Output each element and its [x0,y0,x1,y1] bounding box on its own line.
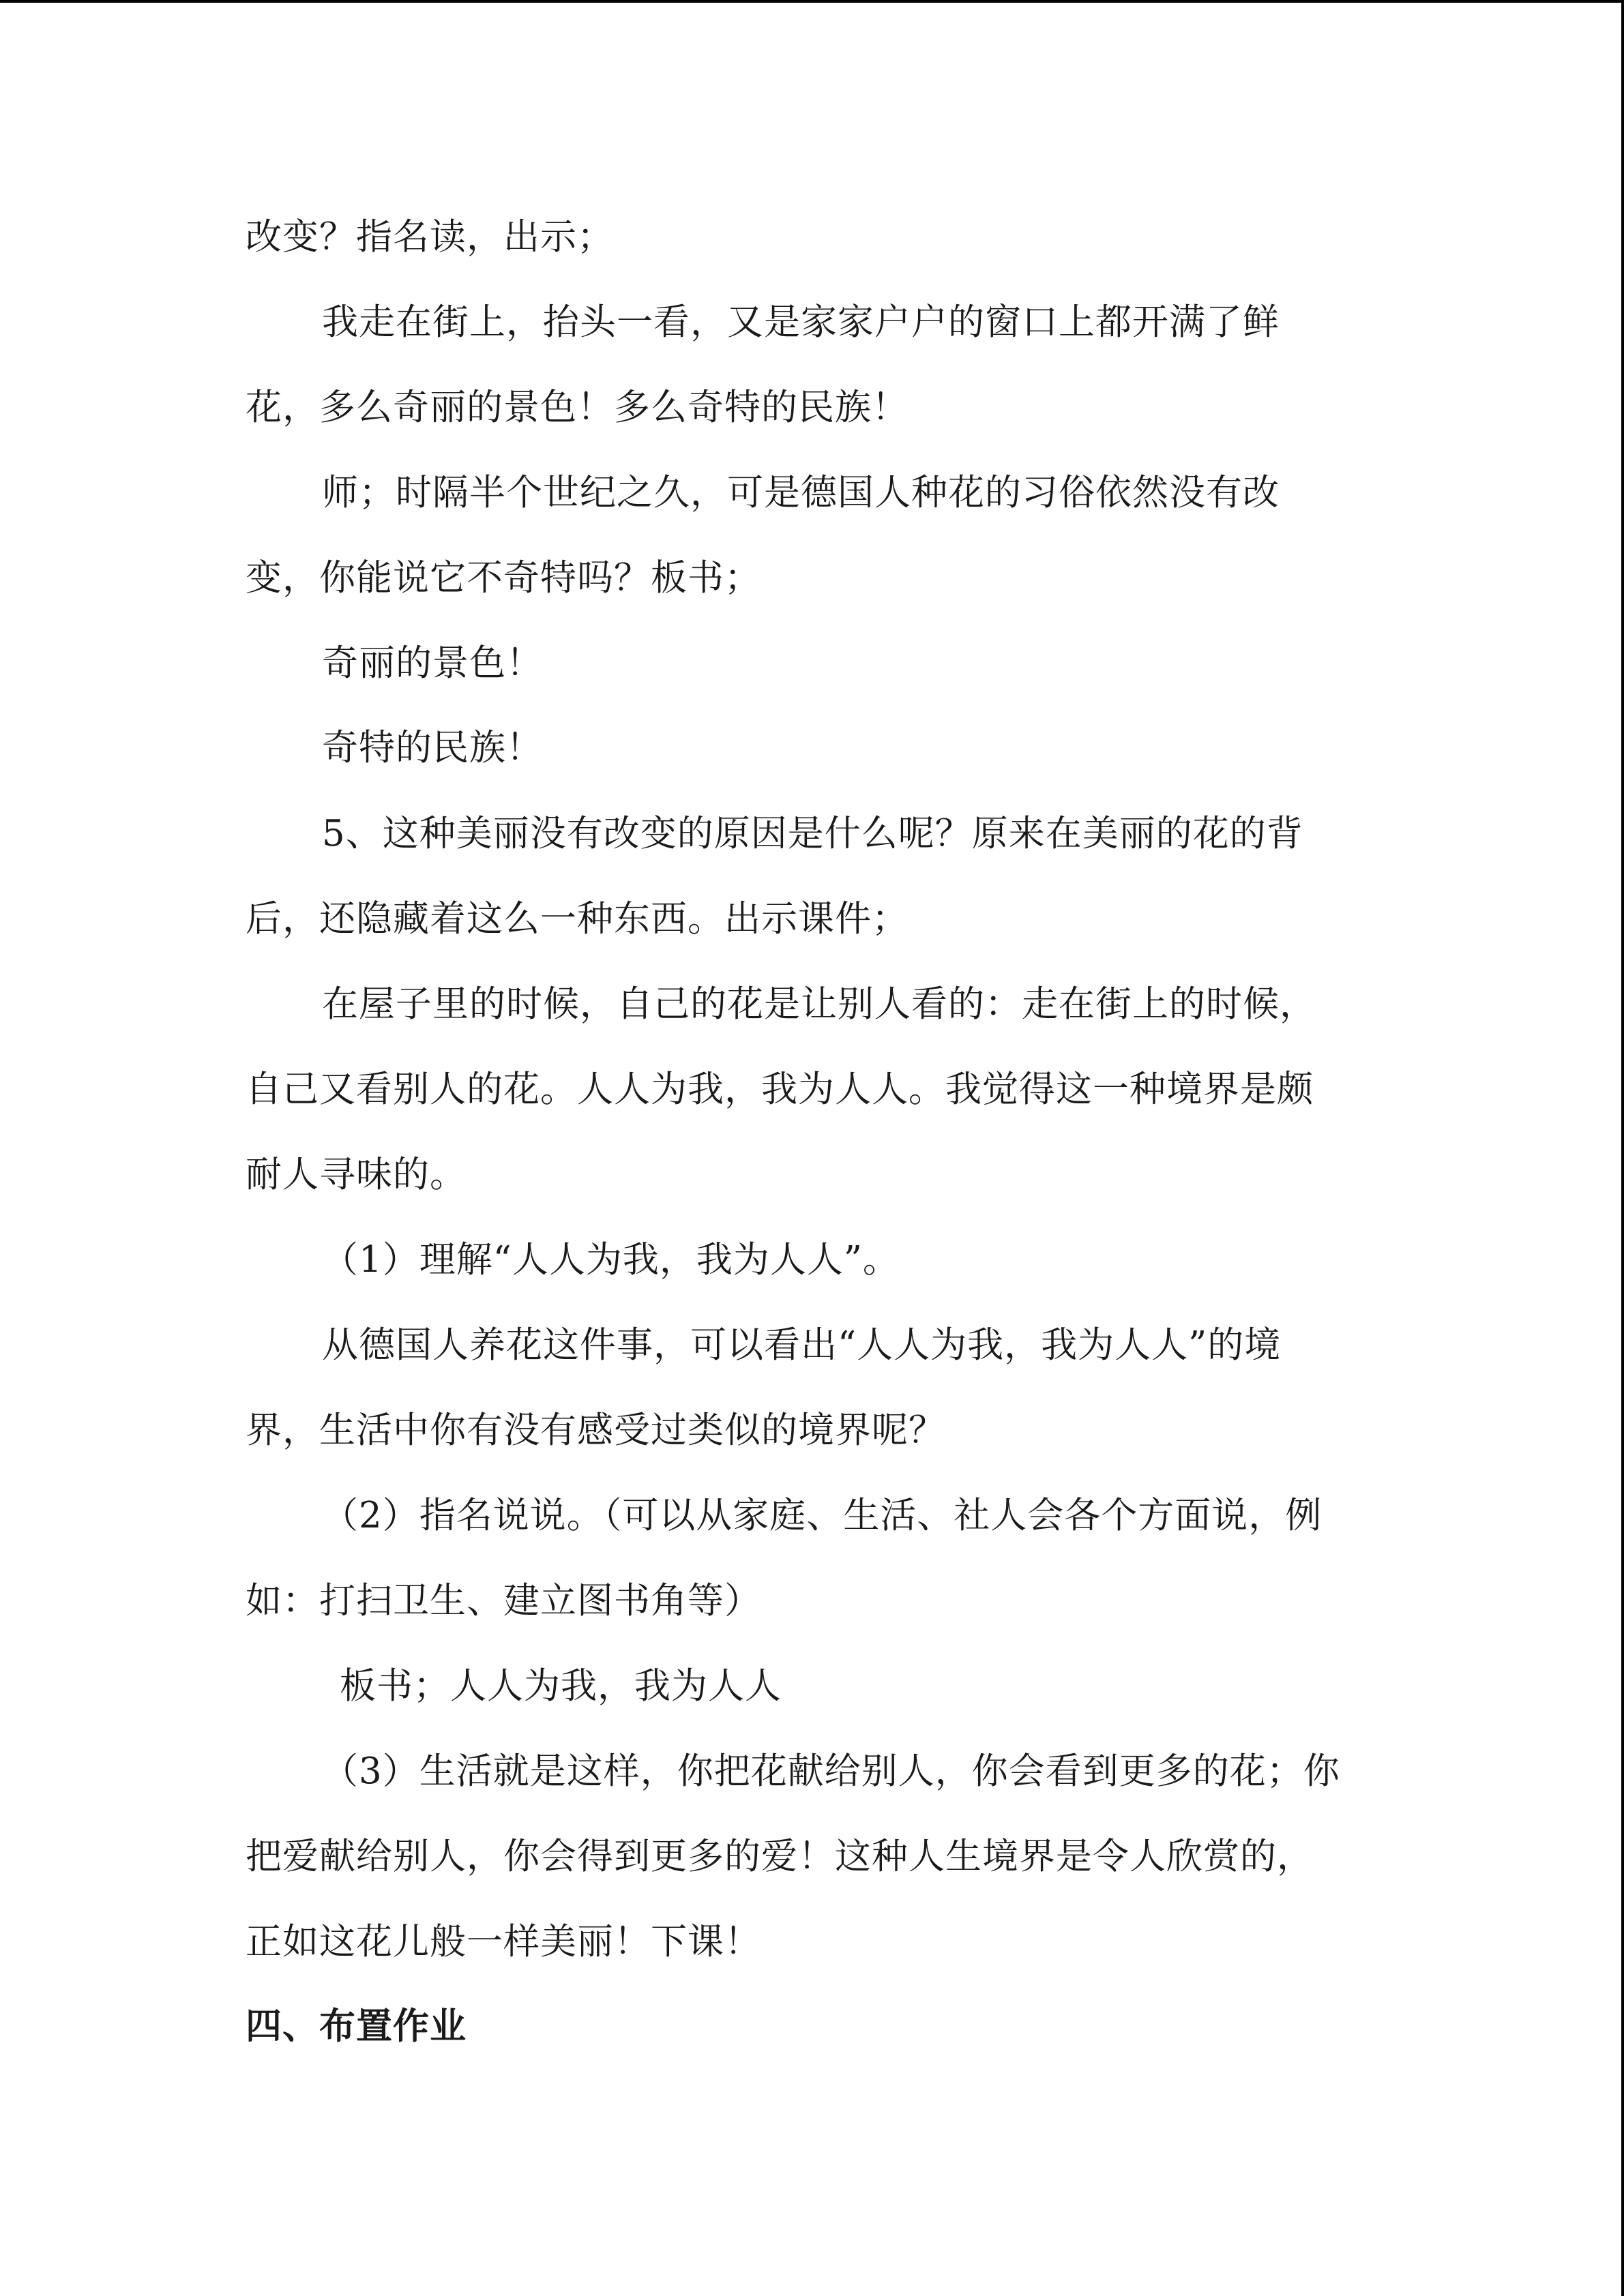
text-line: 板书；人人为我，我为人人 [340,1665,782,1707]
text-line: 后，还隐藏着这么一种东西。出示课件； [246,898,909,940]
text-line: 变，你能说它不奇特吗？板书； [246,557,761,599]
text-line: 5、这种美丽没有改变的原因是什么呢？原来在美丽的花的背 [322,813,1303,854]
text-line: 在屋子里的时候，自己的花是让别人看的：走在街上的时候， [322,983,1316,1025]
text-line: 从德国人养花这件事，可以看出“人人为我，我为人人”的境 [322,1324,1282,1366]
text-line: 把爱献给别人，你会得到更多的爱！这种人生境界是令人欣赏的， [246,1836,1314,1877]
text-line: （2）指名说说。（可以从家庭、生活、社人会各个方面说，例 [322,1495,1323,1536]
section-heading: 四、布置作业 [246,2006,467,2047]
page-right-border [1621,0,1624,2296]
text-line: 如：打扫卫生、建立图书角等） [246,1580,761,1622]
text-line: 耐人寻味的。 [246,1154,467,1195]
text-line: 改变？指名读，出示； [246,216,614,258]
text-line: 奇特的民族！ [322,727,543,769]
text-line: 正如这花儿般一样美丽！下课！ [246,1921,761,1963]
text-line: 奇丽的景色！ [322,642,543,684]
text-line: 我走在街上，抬头一看，又是家家户户的窗口上都开满了鲜 [322,301,1280,343]
text-line: （3）生活就是这样，你把花献给别人，你会看到更多的花；你 [322,1750,1340,1792]
page-top-border [0,0,1624,3]
text-line: （1）理解“人人为我，我为人人”。 [322,1239,900,1281]
text-line: 师；时隔半个世纪之久，可是德国人种花的习俗依然没有改 [322,472,1280,513]
text-line: 花，多么奇丽的景色！多么奇特的民族！ [246,387,909,428]
text-line: 自己又看别人的花。人人为我，我为人人。我觉得这一种境界是颇 [246,1069,1314,1110]
text-line: 界，生活中你有没有感受过类似的境界呢？ [246,1410,945,1451]
